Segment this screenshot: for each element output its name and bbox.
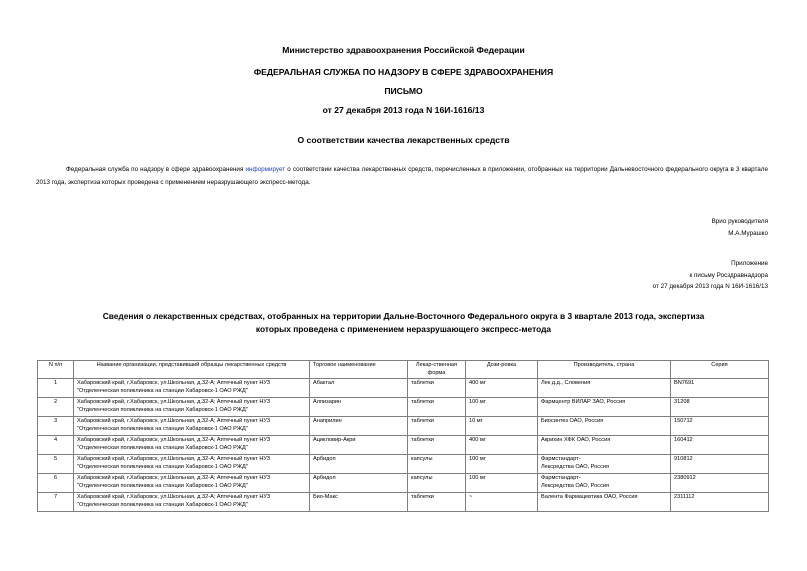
col-organization-header: Название организации, представивший образцы лекарственных средств	[74, 361, 310, 379]
dosage-form-cell: капсулы	[408, 474, 466, 493]
table-row	[38, 493, 769, 512]
table-row	[38, 417, 769, 436]
col-series-header: Серия	[671, 361, 769, 379]
dosage-form-cell: таблетки	[408, 398, 466, 417]
table-row	[38, 455, 769, 474]
trade-name-cell: Арбидол	[310, 474, 408, 493]
body-text-end: о соответствии качества лекарственных средств, перечисленных в приложении, отобранных на территории Дальневосточного федерального округа в 3 квартале 2013 года, экспертиза которых проведена с применением неразрушающего экспресс-метода.	[36, 166, 768, 186]
appendix-date-ref: от 27 декабря 2013 года N 16И-1616/13	[652, 283, 768, 290]
body-text-start: Федеральная служба по надзору в сфере здравоохранения	[66, 166, 246, 173]
series-cell: 31208	[671, 398, 769, 417]
row-number-cell: 4	[38, 436, 74, 455]
trade-name-cell: Абактал	[310, 379, 408, 398]
manufacturer-cell: Фармстандарт- Лексредства ОАО, Россия	[538, 474, 671, 493]
manufacturer-cell: Валента Фармацевтика ОАО, Россия	[538, 493, 671, 512]
drugs-table	[37, 360, 769, 512]
col-number-header: N п/п	[38, 361, 74, 379]
dosage-form-cell: таблетки	[408, 493, 466, 512]
row-number-cell: 2	[38, 398, 74, 417]
dosage-form-cell: таблетки	[408, 379, 466, 398]
table-row	[38, 474, 769, 493]
signature-position: Врио руководителя	[711, 218, 768, 225]
dosage-form-cell: капсулы	[408, 455, 466, 474]
manufacturer-cell: Биосинтез ОАО, Россия	[538, 417, 671, 436]
col-manufacturer-header: Производитель, страна	[538, 361, 671, 379]
dose-cell: ~	[466, 493, 538, 512]
organization-cell: Хабаровский край, г.Хабаровск, ул.Школьная, д.32-А; Аптечный пункт НУЗ "Отделенческая поликлиника на станции Хабаровск-1 ОАО РЖД"	[74, 493, 310, 512]
organization-cell: Хабаровский край, г.Хабаровск, ул.Школьная, д.32-А; Аптечный пункт НУЗ "Отделенческая поликлиника на станции Хабаровск-1 ОАО РЖД"	[74, 398, 310, 417]
appendix-note	[653, 258, 768, 293]
series-cell: 910812	[671, 455, 769, 474]
ministry-title: Министерство здравоохранения Российской Федерации	[282, 45, 525, 55]
series-cell: 150712	[671, 417, 769, 436]
manufacturer-cell: Акрихин ХФК ОАО, Россия	[538, 436, 671, 455]
service-title: ФЕДЕРАЛЬНАЯ СЛУЖБА ПО НАДЗОРУ В СФЕРЕ ЗДРАВООХРАНЕНИЯ	[253, 67, 554, 77]
organization-cell: Хабаровский край, г.Хабаровск, ул.Школьная, д.32-А; Аптечный пункт НУЗ "Отделенческая поликлиника на станции Хабаровск-1 ОАО РЖД"	[74, 379, 310, 398]
document-type: ПИСЬМО	[384, 86, 423, 96]
document-subject: О соответствии качества лекарственных средств	[297, 135, 510, 145]
table-row	[38, 398, 769, 417]
signature-block	[712, 216, 768, 239]
row-number-cell: 6	[38, 474, 74, 493]
dose-cell: 400 мг	[466, 436, 538, 455]
manufacturer-cell: Фармцентр ВИЛАР ЗАО, Россия	[538, 398, 671, 417]
dose-cell: 10 мг	[466, 417, 538, 436]
col-dose-header: Дози-ровка	[466, 361, 538, 379]
series-cell: 2311112	[671, 493, 769, 512]
dose-cell: 100 мг	[466, 474, 538, 493]
dose-cell: 400 мг	[466, 379, 538, 398]
table-header-row	[38, 361, 769, 379]
letter-body	[36, 164, 768, 189]
table-body	[38, 379, 769, 512]
manufacturer-cell: Фармстандарт- Лексредства ОАО, Россия	[538, 455, 671, 474]
series-cell: BN7691	[671, 379, 769, 398]
appendix-letter-ref: к письму Росздравнадзора	[689, 271, 768, 279]
series-cell: 160412	[671, 436, 769, 455]
trade-name-cell: Алпизарин	[310, 398, 408, 417]
row-number-cell: 5	[38, 455, 74, 474]
col-dosage-form-header: Лекар-ственная форма	[408, 361, 466, 379]
trade-name-cell: Био-Макс	[310, 493, 408, 512]
dose-cell: 100 мг	[466, 398, 538, 417]
row-number-cell: 3	[38, 417, 74, 436]
col-trade-name-header: Торговое наименование	[310, 361, 408, 379]
organization-cell: Хабаровский край, г.Хабаровск, ул.Школьная, д.32-А; Аптечный пункт НУЗ "Отделенческая поликлиника на станции Хабаровск-1 ОАО РЖД"	[74, 436, 310, 455]
table-row	[38, 379, 769, 398]
appendix-label: Приложение	[731, 260, 768, 267]
organization-cell: Хабаровский край, г.Хабаровск, ул.Школьная, д.32-А; Аптечный пункт НУЗ "Отделенческая поликлиника на станции Хабаровск-1 ОАО РЖД"	[74, 455, 310, 474]
manufacturer-cell: Лек д.д., Словения	[538, 379, 671, 398]
trade-name-cell: Ацикловир-Акри	[310, 436, 408, 455]
row-number-cell: 1	[38, 379, 74, 398]
dosage-form-cell: таблетки	[408, 417, 466, 436]
trade-name-cell: Арбидол	[310, 455, 408, 474]
dose-cell: 100 мг	[466, 455, 538, 474]
informs-link[interactable]: информирует	[245, 166, 286, 173]
series-cell: 2380912	[671, 474, 769, 493]
signature-name: М.А.Мурашко	[728, 229, 768, 237]
trade-name-cell: Анаприлин	[310, 417, 408, 436]
organization-cell: Хабаровский край, г.Хабаровск, ул.Школьная, д.32-А; Аптечный пункт НУЗ "Отделенческая поликлиника на станции Хабаровск-1 ОАО РЖД"	[74, 417, 310, 436]
document-date-number: от 27 декабря 2013 года N 16И-1616/13	[322, 105, 485, 115]
row-number-cell: 7	[38, 493, 74, 512]
dosage-form-cell: таблетки	[408, 436, 466, 455]
organization-cell: Хабаровский край, г.Хабаровск, ул.Школьная, д.32-А; Аптечный пункт НУЗ "Отделенческая поликлиника на станции Хабаровск-1 ОАО РЖД"	[74, 474, 310, 493]
table-row	[38, 436, 769, 455]
appendix-title: Сведения о лекарственных средствах, отобранных на территории Дальне-Восточного Федерального округа в 3 квартале 2013 года, экспертиза которых проведена с применением неразрушающего экспресс-метода	[102, 311, 705, 334]
